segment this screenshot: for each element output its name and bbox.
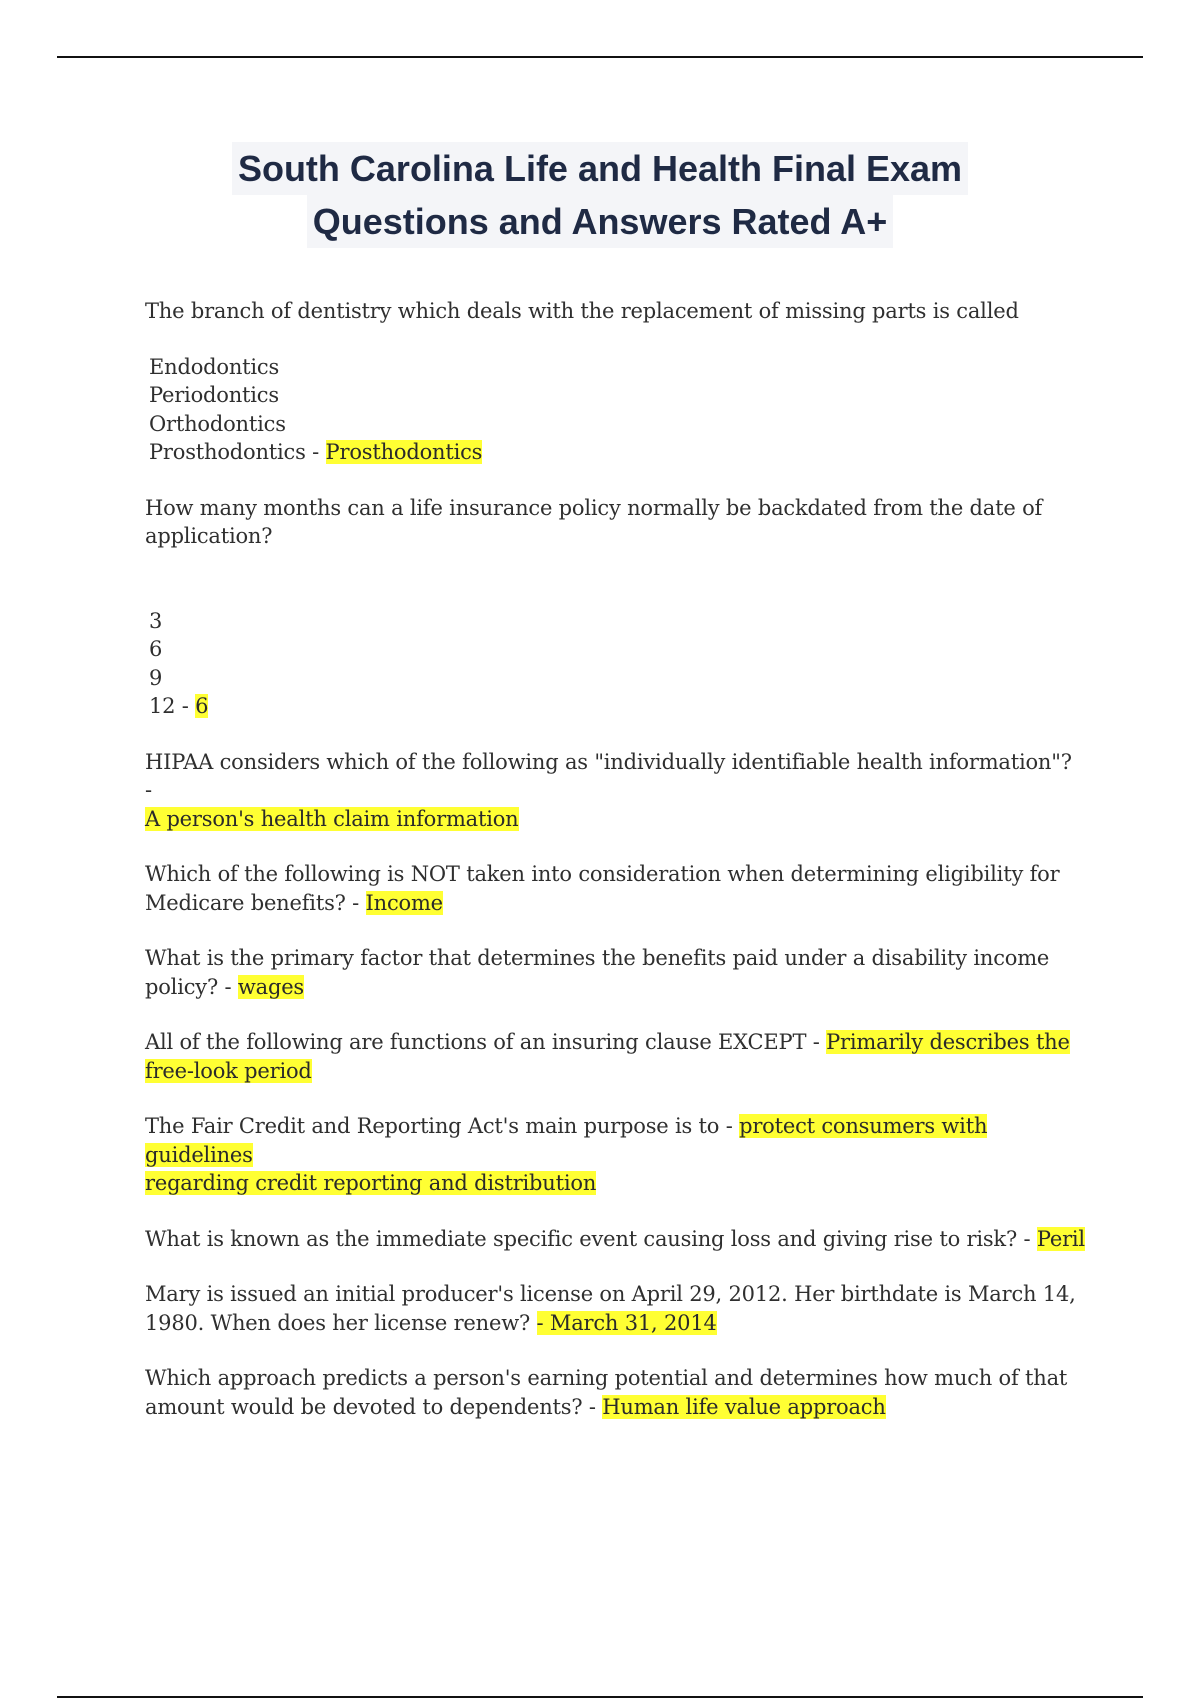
question-6: All of the following are functions of an insuring clause EXCEPT - Primarily describes the free-look period xyxy=(145,1030,1070,1083)
title-line-2: Questions and Answers Rated A+ xyxy=(307,195,893,248)
answer-highlight: - March 31, 2014 xyxy=(536,1310,717,1335)
question-10: Which approach predicts a person's earning potential and determines how much of that amount would be devoted to dependents? - Human life value approach xyxy=(145,1366,1068,1419)
question-4: Which of the following is NOT taken into consideration when determining eligibility for Medicare benefits? - Income xyxy=(145,862,1060,915)
page-title xyxy=(0,142,1200,248)
answer-highlight: Prosthodontics xyxy=(325,440,483,464)
answer-highlight: 6 xyxy=(195,694,209,718)
question-5: What is the primary factor that determines the benefits paid under a disability income policy? - wages xyxy=(145,946,1050,999)
option: Prosthodontics - xyxy=(149,440,326,464)
question-1: The branch of dentistry which deals with the replacement of missing parts is called xyxy=(145,299,1019,323)
option: Periodontics xyxy=(149,383,279,407)
answer-highlight: protect consumers with guidelines xyxy=(145,1114,988,1167)
option-with-answer xyxy=(149,438,1085,467)
question-9: Mary is issued an initial producer's license on April 29, 2012. Her birthdate is March 14, 1980. When does her license renew? - March 31, 2014 xyxy=(145,1282,1076,1335)
question-3: HIPAA considers which of the following as "individually identifiable health information"? - A person's health claim information xyxy=(145,749,1072,831)
qa-content xyxy=(145,297,1085,1421)
answer-highlight: A person's health claim information xyxy=(145,806,519,831)
title-line-1: South Carolina Life and Health Final Exam xyxy=(232,142,968,195)
bottom-rule xyxy=(57,1696,1143,1698)
option-with-answer xyxy=(149,692,1085,721)
answer-highlight: Peril xyxy=(1036,1226,1085,1251)
question-7: The Fair Credit and Reporting Act's main purpose is to - protect consumers with guidelines regarding credit reporting and distribution xyxy=(145,1114,988,1195)
answer-highlight: Income xyxy=(365,890,443,915)
answer-highlight: Human life value approach xyxy=(602,1394,886,1419)
option: 12 - xyxy=(149,694,196,718)
option: Orthodontics xyxy=(149,411,286,436)
option: Endodontics xyxy=(149,354,280,379)
top-rule xyxy=(57,56,1143,58)
answer-highlight: wages xyxy=(237,974,305,999)
question-2: How many months can a life insurance policy normally be backdated from the date of application? xyxy=(145,495,1043,548)
option: 6 xyxy=(149,637,163,661)
options-2 xyxy=(145,607,1085,721)
answer-highlight: free-look period xyxy=(145,1058,312,1083)
option: 3 xyxy=(149,608,163,633)
option: 9 xyxy=(149,665,163,690)
options-1 xyxy=(145,353,1085,467)
answer-highlight: Primarily describes the xyxy=(826,1030,1070,1054)
question-8: What is known as the immediate specific event causing loss and giving rise to risk? - Peril xyxy=(145,1226,1085,1251)
answer-highlight: regarding credit reporting and distribution xyxy=(145,1171,597,1195)
